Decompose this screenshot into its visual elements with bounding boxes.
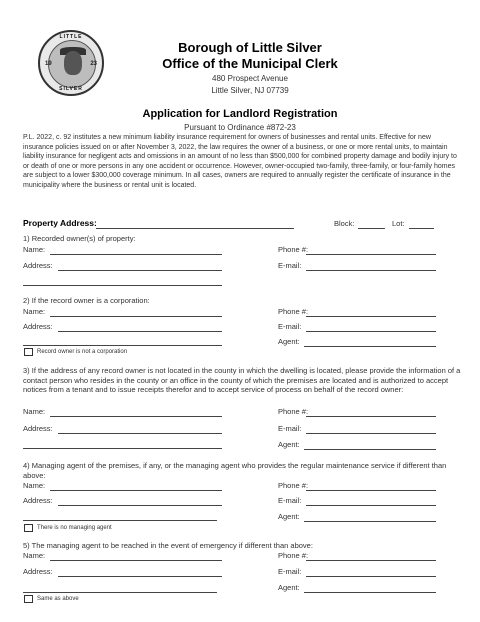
- s1-name-label: Name:: [23, 245, 46, 254]
- section-1-heading: 1) Recorded owner(s) of property:: [23, 234, 136, 243]
- no-managing-agent-checkbox[interactable]: [24, 524, 33, 532]
- s3-name-label: Name:: [23, 407, 46, 416]
- ordinance-line: Pursuant to Ordinance #872-23: [184, 123, 296, 132]
- borough-title: Borough of Little Silver: [178, 40, 322, 55]
- city-address: Little Silver, NJ 07739: [211, 86, 289, 95]
- s5-email-label: E-mail:: [278, 567, 302, 576]
- s3-phone-label: Phone #:: [278, 407, 309, 416]
- s5-name-field[interactable]: [50, 560, 222, 561]
- not-corporation-checkbox[interactable]: [24, 348, 33, 356]
- s1-address-field-2[interactable]: [23, 285, 222, 286]
- same-as-above-checkbox[interactable]: [24, 595, 33, 603]
- s5-agent-field[interactable]: [304, 592, 436, 593]
- s4-email-field[interactable]: [306, 505, 436, 506]
- s4-address-field[interactable]: [58, 505, 222, 506]
- s4-phone-field[interactable]: [306, 490, 436, 491]
- no-managing-agent-label: There is no managing agent: [37, 525, 112, 531]
- section-3-heading: 3) If the address of any record owner is not located in the county in which the dwelling is located, please provide the information of a contact person who resides in the county or an office in the county of which the premises are located and is authorized to accept notices from a tenant and to issue receipts therefor and to accept service of process on behalf of the record owner:: [23, 366, 461, 395]
- s3-email-label: E-mail:: [278, 424, 302, 433]
- seal-year-right: 23: [90, 61, 97, 67]
- s2-phone-label: Phone #:: [278, 307, 309, 316]
- s1-address-field[interactable]: [58, 270, 222, 271]
- s3-agent-field[interactable]: [304, 449, 436, 450]
- s4-phone-label: Phone #:: [278, 481, 309, 490]
- s3-email-field[interactable]: [306, 433, 436, 434]
- s5-phone-field[interactable]: [306, 560, 436, 561]
- seal-year-left: 19: [45, 61, 52, 67]
- s5-agent-label: Agent:: [278, 583, 300, 592]
- s2-address-label: Address:: [23, 322, 53, 331]
- office-title: Office of the Municipal Clerk: [162, 56, 338, 71]
- s2-address-field[interactable]: [58, 331, 222, 332]
- section-4-heading: 4) Managing agent of the premises, if any, or the managing agent who provides the regular maintenance service if different than above:: [23, 461, 447, 480]
- s4-name-label: Name:: [23, 481, 46, 490]
- s2-name-label: Name:: [23, 307, 46, 316]
- s2-email-field[interactable]: [306, 331, 436, 332]
- s2-address-field-2[interactable]: [23, 345, 222, 346]
- intro-paragraph: P.L. 2022, c. 92 institutes a new minimum liability insurance requirement for owners of businesses and rental units. Effective for new insurance policies issued on or after November 3, 2022, the law requires the owner of a business, or one or more rental units, to maintain liability insurance for negligent acts and omissions in an amount of no less than $500,000 for combined property damage and bodily injury to or death of one or more persons in any one accident or occurrence. However, owner-occupied two-family, three-family, or four-family homes are subject to a lower $300,000 coverage minimum. In all cases, owners are required to annually register the certificate of insurance in the municipality where the business or rental unit is located.: [23, 134, 457, 189]
- s5-name-label: Name:: [23, 551, 46, 560]
- s5-address-label: Address:: [23, 567, 53, 576]
- block-label: Block:: [334, 219, 355, 228]
- s2-name-field[interactable]: [50, 316, 222, 317]
- s2-agent-label: Agent:: [278, 337, 300, 346]
- s5-phone-label: Phone #:: [278, 551, 309, 560]
- s3-address-field-2[interactable]: [23, 448, 222, 449]
- application-title: Application for Landlord Registration: [142, 108, 338, 120]
- s1-name-field[interactable]: [50, 254, 222, 255]
- s5-address-field[interactable]: [58, 576, 222, 577]
- s5-email-field[interactable]: [306, 576, 436, 577]
- s2-email-label: E-mail:: [278, 322, 302, 331]
- s3-address-field[interactable]: [58, 433, 222, 434]
- seal-bottom-text: SILVER: [59, 86, 83, 92]
- s4-email-label: E-mail:: [278, 496, 302, 505]
- s3-agent-label: Agent:: [278, 440, 300, 449]
- s1-email-field[interactable]: [306, 270, 436, 271]
- lot-field[interactable]: [409, 228, 434, 229]
- s3-phone-field[interactable]: [306, 416, 436, 417]
- street-address: 480 Prospect Avenue: [212, 74, 288, 83]
- s1-email-label: E-mail:: [278, 261, 302, 270]
- seal-top-text: LITTLE: [59, 34, 83, 40]
- s3-name-field[interactable]: [50, 416, 222, 417]
- s4-address-label: Address:: [23, 496, 53, 505]
- s5-address-field-2[interactable]: [23, 592, 217, 593]
- same-as-above-label: Same as above: [37, 596, 79, 602]
- s2-phone-field[interactable]: [306, 316, 436, 317]
- section-5-heading: 5) The managing agent to be reached in the event of emergency if different than above:: [23, 541, 313, 550]
- not-corporation-label: Record owner is not a corporation: [37, 349, 128, 355]
- s4-name-field[interactable]: [50, 490, 222, 491]
- block-field[interactable]: [358, 228, 385, 229]
- property-address-label: Property Address:: [23, 218, 97, 228]
- lot-label: Lot:: [392, 219, 405, 228]
- s1-address-label: Address:: [23, 261, 53, 270]
- s4-agent-label: Agent:: [278, 512, 300, 521]
- s4-address-field-2[interactable]: [23, 520, 217, 521]
- s1-phone-field[interactable]: [306, 254, 436, 255]
- s3-address-label: Address:: [23, 424, 53, 433]
- section-2-heading: 2) If the record owner is a corporation:: [23, 296, 150, 305]
- s2-agent-field[interactable]: [304, 346, 436, 347]
- s4-agent-field[interactable]: [304, 521, 436, 522]
- s1-phone-label: Phone #:: [278, 245, 309, 254]
- property-address-field[interactable]: [96, 228, 294, 229]
